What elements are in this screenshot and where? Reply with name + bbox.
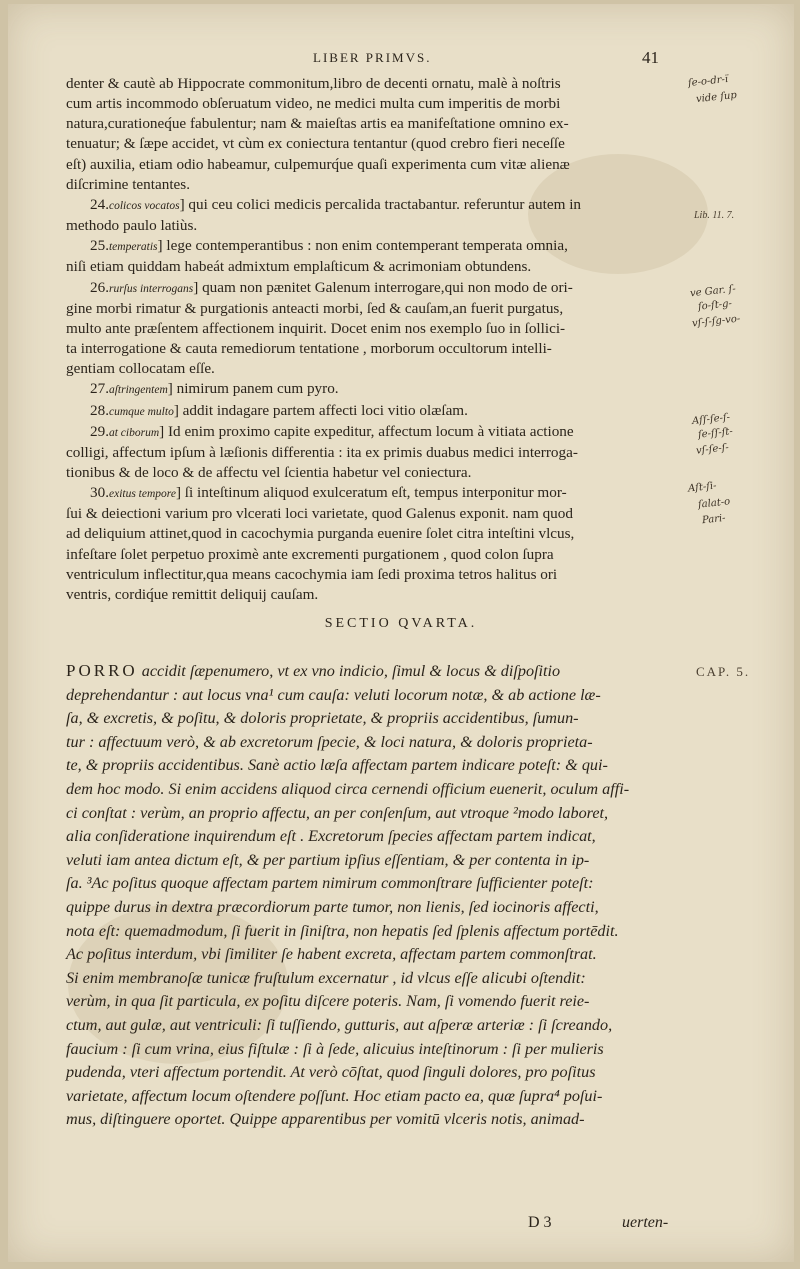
handwritten-note: ſalat-o: [697, 496, 731, 511]
handwritten-note: Aſſ-ſe-ſ-: [691, 412, 731, 427]
handwritten-note: ſe-ſſ-ſt-: [697, 426, 734, 441]
text-line: tenuatur; & ſæpe accidet, vt cùm ex coniectura tentantur (quod crebro fieri neceſſe: [66, 135, 565, 153]
note-number: 24.: [90, 195, 109, 213]
note-text: ] quam non pænitet Galenum interrogare,qui non modo de ori-: [193, 278, 573, 296]
note-number: 30.: [90, 484, 109, 502]
text-line: gentiam collocatam eſſe.: [66, 360, 215, 378]
text-line: nota eſt: quemadmodum, ſi fuerit in ſiniſtra, non hepatis ſed ſplenis affectum portēdit.: [66, 921, 619, 940]
book-page: [8, 4, 794, 1262]
text-line: mus, diſtinguere oportet. Quippe apparentibus per vomitū vlceris notis, animad-: [66, 1110, 585, 1129]
text-line: quippe durus in dextra præcordiorum parte tumor, non lienis, ſed iocinoris affecti,: [66, 897, 599, 916]
text-line: infeſtare ſolet perpetuo proximè ante excrementi purgationem , quod colon ſupra: [66, 545, 554, 563]
text-line: niſi etiam quiddam habeát admixtum emplaſticum & acrimoniam obtundens.: [66, 258, 532, 276]
text-line: colligi, affectum ipſum à læſionis differentia : ita ex primis duabus medici interroga-: [66, 443, 578, 461]
note-text: ] addit indagare partem affecti loci vitio olæſam.: [173, 401, 468, 419]
note-lemma: aſtringentem: [108, 384, 168, 397]
note-number: 28.: [90, 401, 109, 419]
note-text: ] lege contemperantibus : non enim contemperant temperata omnia,: [157, 237, 568, 255]
note-number: 27.: [90, 380, 109, 398]
text-line: ventris, cordiq́ue remittit deliquij cauſam.: [66, 585, 319, 603]
text-line: cum artis incommodo obſeruatum video, ne medici multa cum imperitis de morbi: [66, 95, 561, 113]
note-text: ] qui ceu colici medicis percalida tractabantur. referuntur autem in: [179, 195, 582, 213]
handwritten-note: vide ſup: [695, 89, 738, 106]
text-line: ta interrogatione & cauta remediorum tentatione , morborum occultorum intelli-: [66, 340, 552, 358]
text-line: faucium : ſi cum vrina, eius fiſtulæ : ſi à ſede, alicuius inteſtinorum : ſi per mulieris: [66, 1039, 604, 1058]
text-line: ventriculum inflectitur,qua means cacochymia iam ſedi proxima tetros halitus ori: [66, 565, 558, 583]
note-lemma: temperatis: [108, 241, 158, 254]
text-line: veluti iam antea dictum eſt, & per partium ipſius eſſentiam, & per contenta in ip-: [66, 850, 590, 869]
text-line: ad deliquium attinet,quod in cacochymia purganda euenire ſolet citra inteſtini vlcus,: [66, 525, 575, 543]
text-line: ci conſtat : verùm, an proprio affectu, an per conſenſum, aut vtroque ²modo laboret,: [66, 803, 609, 822]
text-line: multo ante præſentem affectionem inquirit. Docet enim nos exemplo ſuo in ſollici-: [66, 319, 566, 337]
text-line: tur : affectuum verò, & ab excretorum ſpecie, & loci natura, & doloris proprieta-: [66, 732, 593, 751]
handwritten-note: ve Gar. ſ-: [689, 283, 737, 300]
text-line: tionibus & de loco & de affectu vel ſcientia habetur vel coniectura.: [66, 463, 472, 481]
text-line: methodo paulo latiùs.: [66, 217, 198, 235]
handwritten-note: ſo-ſt-g-: [697, 298, 733, 313]
text-line: eſt) auxilia, etiam odio habeamur, culpemurq́ue quaſi experimenta cum vitæ alienæ: [66, 155, 570, 173]
page-header: [8, 44, 794, 68]
text-line: Ac poſitus interdum, vbi ſimiliter ſe habent excreta, affectam partem commonſtrat.: [66, 945, 597, 964]
text-line: ſa, & excretis, & poſitu, & doloris proprietate, & propriis accidentibus, ſumun-: [66, 709, 579, 728]
text-line: verùm, in qua ſit particula, ex poſitu diſcere poteris. Nam, ſi vomendo fuerit reie-: [66, 992, 590, 1011]
margin-reference: Lib. 11. 7.: [694, 210, 735, 221]
note-lemma: rurſus interrogans: [108, 282, 194, 295]
text-line: gine morbi rimatur & purgationis anteacti morbi, ſed & cauſam,an fuerit purgatus,: [66, 299, 564, 317]
handwritten-note: vſ-ſe-ſ-: [695, 442, 730, 457]
text-line: ctum, aut gulæ, aut ventriculi: ſi tuſſiendo, gutturis, aut aſperæ arteriæ : ſi ſcreando,: [66, 1015, 613, 1034]
note-29: [66, 422, 688, 443]
note-lemma: cumque multo: [108, 405, 174, 418]
note-text: ] nimirum panem cum pyro.: [167, 380, 339, 398]
page-number: 41: [642, 48, 659, 67]
note-text: ] ſi inteſtinum aliquod exulceratum eſt, tempus interponitur mor-: [175, 484, 567, 502]
note-30: [66, 483, 688, 504]
note-27: [66, 379, 688, 400]
note-24: [66, 195, 688, 216]
note-number: 25.: [90, 237, 109, 255]
note-lemma: colicos vocatos: [108, 199, 180, 212]
chapter-marker: CAP. 5.: [696, 664, 751, 679]
note-lemma: exitus tempore: [108, 488, 176, 501]
note-text: ] Id enim proximo capite expeditur, affectum locum à vitiata actione: [159, 422, 574, 440]
note-lemma: at ciborum: [108, 426, 160, 439]
text-line: natura,curationeq́ue fabulentur; nam & maieſtas artis ea manifeſtatione omnino ex-: [66, 115, 569, 133]
page-footer: [8, 1214, 794, 1238]
note-28: [66, 401, 688, 422]
text-line: diſcrimine tentantes.: [66, 175, 190, 193]
note-number: 29.: [90, 422, 109, 440]
handwritten-note: Pari-: [701, 512, 727, 527]
text-line: deprehendantur : aut locus vna¹ cum cauſa: veluti locorum notæ, & ab actione læ-: [66, 685, 601, 704]
text-line: pudenda, vteri affectum portendit. At verò cōſtat, quod ſinguli dolores, pro poſitus: [66, 1063, 596, 1082]
note-number: 26.: [90, 278, 109, 296]
commentary-block: [66, 74, 688, 605]
handwritten-note: ſe-o-dr-ï: [687, 73, 729, 90]
signature-mark: D 3: [528, 1214, 552, 1231]
text-line: te, & propriis accidentibus. Sanè actio læſa affectam partem indicare poteſt: & qui-: [66, 756, 608, 775]
text-line: dem hoc modo. Si enim accidens aliquod circa cernendi officium euenerit, oculum affi-: [66, 779, 630, 798]
text-line: ſui & deiectioni varium pro vlcerati loci varietate, quod Galenus exponit. nam quod: [66, 505, 573, 523]
drop-word: PORRO: [66, 661, 138, 680]
text-line: Si enim membranoſæ tunicæ fruſtulum excernatur , id vlcus eſſe alicubi oſtendit:: [66, 968, 586, 987]
note-25: [66, 236, 688, 257]
note-26: [66, 278, 688, 299]
text-line: varietate, affectum locum oſtendere poſſunt. Hoc etiam pacto ea, quæ ſupra⁴ poſui-: [66, 1086, 603, 1105]
text-line: alia conſideratione inquirendum eſt . Excretorum ſpecies affectam partem indicat,: [66, 827, 596, 846]
handwritten-note: vſ-ſ-ſg-vo-: [691, 313, 741, 330]
running-head: LIBER PRIMVS.: [313, 50, 432, 65]
catchword: uerten-: [622, 1214, 669, 1231]
text-line: [66, 659, 688, 684]
text-line: ſa. ³Ac poſitus quoque affectam partem nimirum commonſtrare ſufficienter poteſt:: [66, 874, 594, 893]
main-text-block: [66, 659, 688, 1132]
handwritten-note: Aſt-ſi-: [687, 480, 718, 495]
text-line: denter & cautè ab Hippocrate commonitum,libro de decenti ornatu, malè à noſtris: [66, 75, 561, 92]
text-span: accidit ſæpenumero, vt ex vno indicio, ſimul & locus & diſpoſitio: [137, 662, 561, 680]
section-heading: SECTIO QVARTA.: [324, 616, 478, 631]
